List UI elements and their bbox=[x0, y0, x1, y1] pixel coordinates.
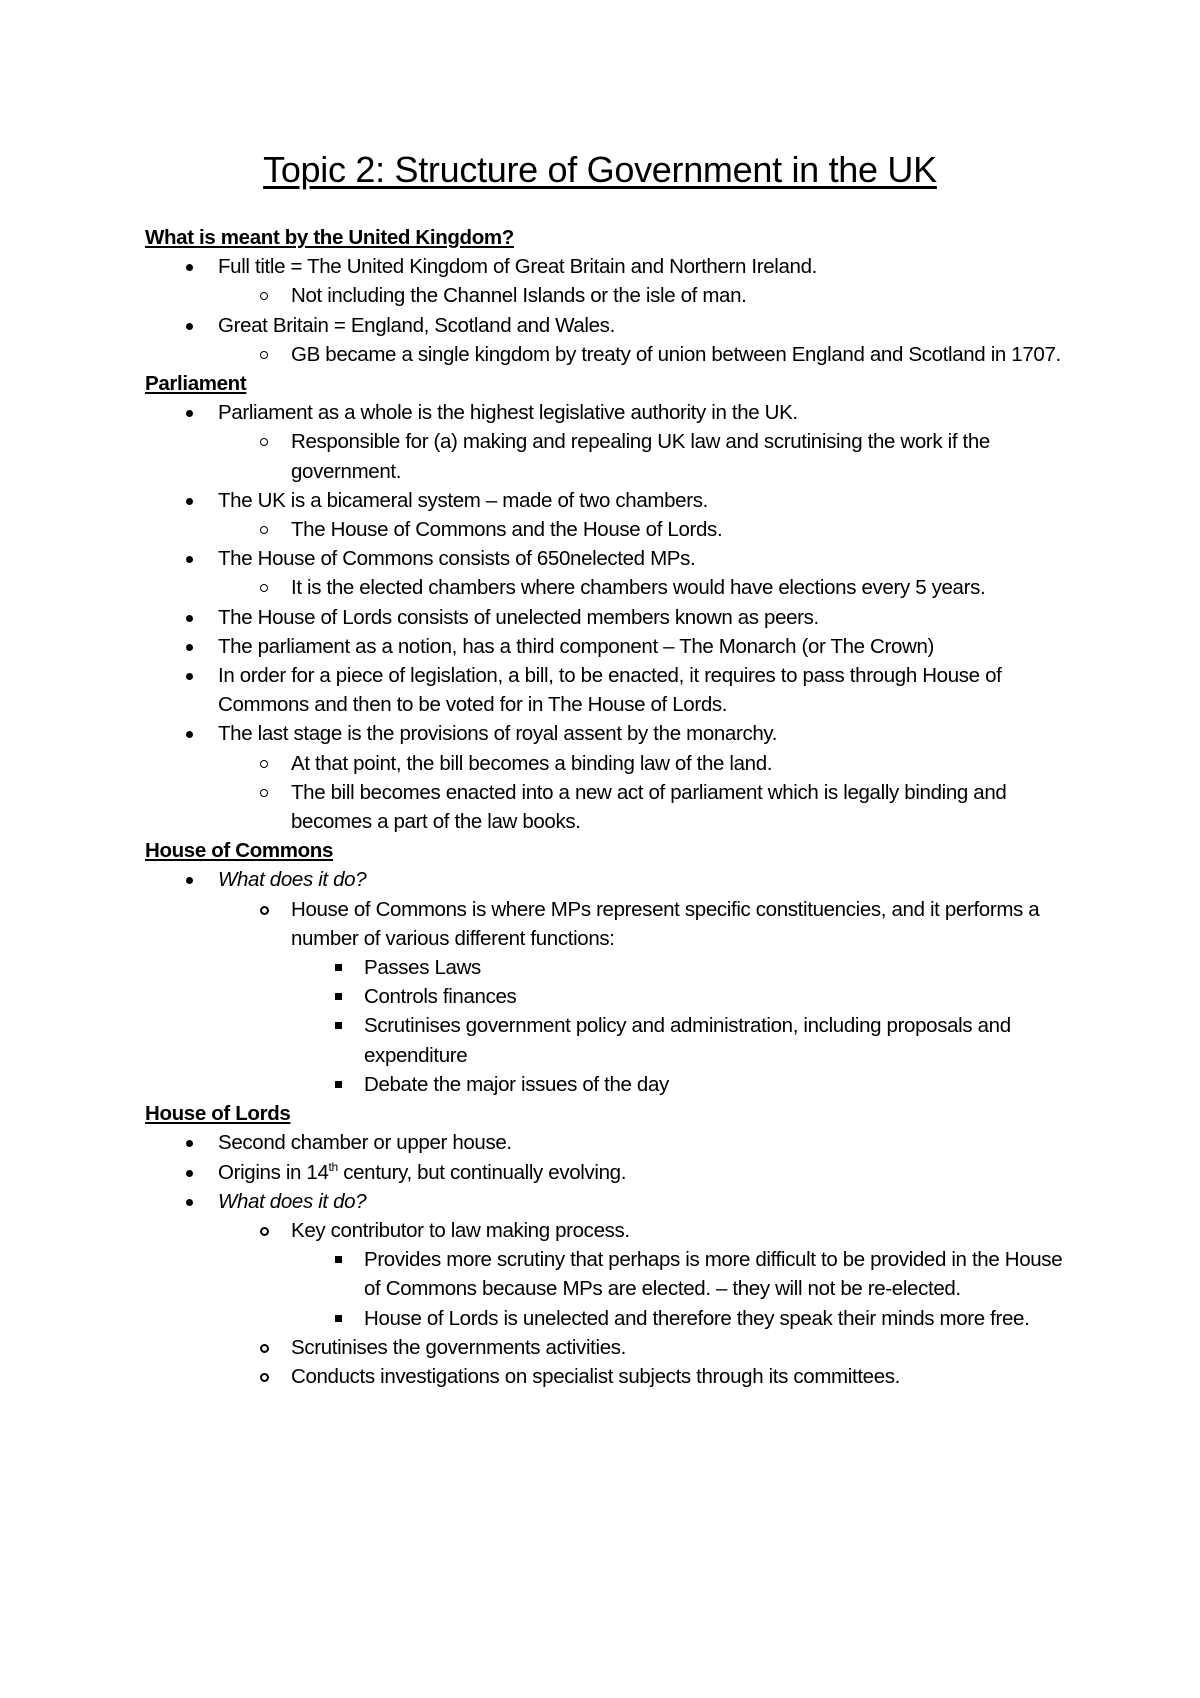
list-item bbox=[218, 340, 1065, 369]
list-item-text: Controls finances bbox=[364, 985, 517, 1009]
list-item-text: It is the elected chambers where chambers would have elections every 5 years. bbox=[291, 576, 986, 600]
document-body bbox=[145, 223, 1065, 1391]
list-item-text: The last stage is the provisions of royal assent by the monarchy. bbox=[218, 722, 778, 746]
list-item-text: century, but continually evolving. bbox=[337, 1160, 627, 1184]
list-item bbox=[291, 1245, 1065, 1303]
page-title: Topic 2: Structure of Government in the UK bbox=[263, 149, 937, 190]
list-item bbox=[218, 1362, 1065, 1391]
list-item-text: The bill becomes enacted into a new act of parliament which is legally binding and becomes a part of the law books. bbox=[291, 780, 1007, 834]
list-item bbox=[145, 865, 1065, 1099]
list-item bbox=[218, 427, 1065, 485]
section-heading-parliament: Parliament bbox=[145, 372, 247, 396]
list-item-text: What does it do? bbox=[218, 868, 367, 892]
list-item-text: Scrutinises the governments activities. bbox=[291, 1335, 627, 1359]
list-item-text: What does it do? bbox=[218, 1189, 367, 1213]
list-item bbox=[145, 544, 1065, 602]
list-item-text: The UK is a bicameral system – made of two chambers. bbox=[218, 488, 708, 512]
uk-list bbox=[145, 252, 1065, 369]
list-item-text: In order for a piece of legislation, a bill, to be enacted, it requires to pass through House of Commons and then to be voted for in The House of Lords. bbox=[218, 664, 1002, 717]
list-item-text: Not including the Channel Islands or the isle of man. bbox=[291, 284, 747, 308]
list-item bbox=[218, 281, 1065, 310]
list-item-text: The House of Lords consists of unelected members known as peers. bbox=[218, 605, 819, 629]
list-item bbox=[145, 311, 1065, 369]
lords-list bbox=[145, 1128, 1065, 1391]
list-item bbox=[291, 1070, 1065, 1099]
list-item bbox=[145, 486, 1065, 544]
commons-list bbox=[145, 865, 1065, 1099]
list-item-text: Conducts investigations on specialist subjects through its committees. bbox=[291, 1364, 901, 1388]
section-heading-lords: House of Lords bbox=[145, 1102, 291, 1126]
list-item bbox=[218, 1216, 1065, 1333]
list-item bbox=[291, 1011, 1065, 1069]
list-item-text: House of Commons is where MPs represent specific constituencies, and it performs a number of various different functions: bbox=[291, 897, 1040, 950]
list-item-text: House of Lords is unelected and therefore they speak their minds more free. bbox=[364, 1306, 1030, 1330]
list-item bbox=[291, 982, 1065, 1011]
list-item bbox=[145, 719, 1065, 836]
list-item bbox=[291, 1304, 1065, 1333]
list-item-text: Great Britain = England, Scotland and Wales. bbox=[218, 313, 615, 337]
list-item-text: Scrutinises government policy and administration, including proposals and expenditure bbox=[364, 1014, 1011, 1067]
list-item bbox=[145, 661, 1065, 719]
superscript: th bbox=[328, 1159, 338, 1174]
list-item-text: Origins in 14 bbox=[218, 1160, 329, 1184]
list-item-text: The parliament as a notion, has a third component – The Monarch (or The Crown) bbox=[218, 634, 935, 658]
list-item bbox=[218, 573, 1065, 602]
list-item-text: The House of Commons consists of 650nelected MPs. bbox=[218, 547, 696, 571]
list-item bbox=[145, 603, 1065, 632]
list-item bbox=[145, 632, 1065, 661]
list-item bbox=[145, 1187, 1065, 1391]
list-item bbox=[145, 252, 1065, 310]
parliament-list bbox=[145, 398, 1065, 836]
list-item bbox=[291, 953, 1065, 982]
list-item bbox=[218, 778, 1065, 836]
section-heading-commons: House of Commons bbox=[145, 839, 334, 863]
list-item-text: Provides more scrutiny that perhaps is more difficult to be provided in the House of Commons because MPs are elected. – they will not be re-elected. bbox=[364, 1248, 1063, 1301]
list-item-text: Passes Laws bbox=[364, 956, 481, 980]
list-item-text: Parliament as a whole is the highest legislative authority in the UK. bbox=[218, 401, 798, 425]
list-item-text: Full title = The United Kingdom of Great Britain and Northern Ireland. bbox=[218, 255, 817, 279]
list-item bbox=[145, 398, 1065, 486]
list-item bbox=[218, 1333, 1065, 1362]
list-item-text: The House of Commons and the House of Lords. bbox=[291, 518, 723, 542]
list-item bbox=[218, 515, 1065, 544]
list-item bbox=[145, 1158, 1065, 1187]
list-item-text: Key contributor to law making process. bbox=[291, 1218, 630, 1242]
list-item-text: Second chamber or upper house. bbox=[218, 1131, 512, 1155]
list-item-text: Debate the major issues of the day bbox=[364, 1072, 669, 1096]
list-item-text: Responsible for (a) making and repealing UK law and scrutinising the work if the government. bbox=[291, 430, 990, 483]
list-item-text: At that point, the bill becomes a binding law of the land. bbox=[291, 751, 773, 775]
list-item bbox=[218, 749, 1065, 778]
list-item bbox=[218, 895, 1065, 1099]
list-item-text: GB became a single kingdom by treaty of union between England and Scotland in 1707. bbox=[291, 342, 1061, 366]
list-item bbox=[145, 1128, 1065, 1157]
section-heading-uk: What is meant by the United Kingdom? bbox=[145, 226, 514, 249]
